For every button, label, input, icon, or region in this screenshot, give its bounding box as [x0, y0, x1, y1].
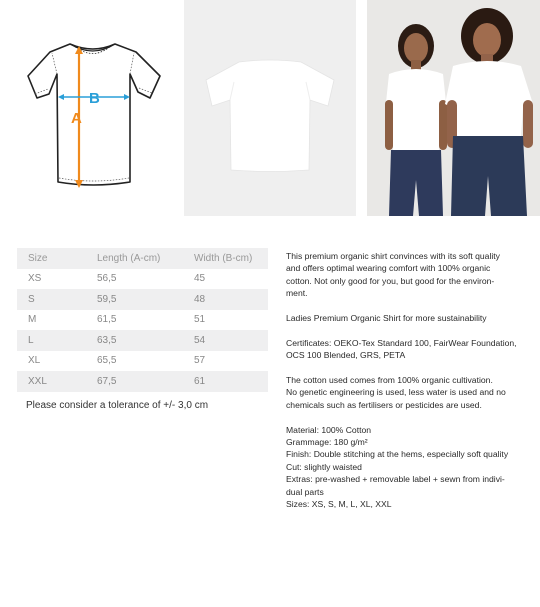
product-description	[286, 250, 520, 523]
header-length: Length (A-cm)	[97, 252, 161, 264]
spec-line: Sizes: XS, S, M, L, XL, XXL	[286, 499, 392, 510]
tshirt-outline-icon	[0, 0, 180, 216]
cell-size: XS	[28, 273, 42, 285]
table-row	[17, 310, 268, 331]
label-b: B	[89, 90, 100, 107]
table-row	[17, 289, 268, 310]
text-line: cotton. Not only good for you, but good for the environ-	[286, 275, 495, 286]
spec-line: Cut: slightly waisted	[286, 461, 362, 472]
intro-paragraph	[286, 250, 520, 300]
spec-line: Extras: pre-washed + removable label + sewn from indivi-	[286, 474, 505, 485]
cell-length: 63,5	[97, 334, 117, 346]
cell-length: 61,5	[97, 314, 117, 326]
cell-width: 45	[194, 273, 206, 285]
cell-width: 54	[194, 334, 206, 346]
product-title-paragraph	[286, 312, 520, 324]
specs-paragraph	[286, 424, 520, 511]
table-row	[17, 269, 268, 290]
spec-line: dual parts	[286, 486, 324, 497]
text-line: ment.	[286, 288, 308, 299]
spec-line: Grammage: 180 g/m²	[286, 437, 368, 448]
cell-size: L	[28, 334, 34, 346]
text-line: Certificates: OEKO-Tex Standard 100, FairWear Foundation,	[286, 337, 517, 348]
spec-line: Material: 100% Cotton	[286, 424, 372, 435]
table-row	[17, 351, 268, 372]
text-line: and offers optimal wearing comfort with 100% organic	[286, 263, 491, 274]
cell-length: 65,5	[97, 355, 117, 367]
header-size: Size	[28, 252, 48, 264]
text-line: chemicals such as fertilisers or pesticides are used.	[286, 399, 482, 410]
certificates-paragraph	[286, 337, 520, 362]
text-line: This premium organic shirt convinces with its soft quality	[286, 251, 500, 261]
cell-length: 67,5	[97, 375, 117, 387]
cell-length: 56,5	[97, 273, 117, 285]
table-row	[17, 330, 268, 351]
measurement-diagram	[0, 0, 180, 216]
models-photo	[367, 0, 540, 216]
label-a: A	[71, 110, 82, 127]
tolerance-note: Please consider a tolerance of +/- 3,0 cm	[26, 400, 209, 411]
cell-size: XXL	[28, 375, 47, 387]
spec-line: Finish: Double stitching at the hems, especially soft quality	[286, 449, 509, 460]
cell-width: 57	[194, 355, 206, 367]
text-line: The cotton used comes from 100% organic cultivation.	[286, 375, 493, 386]
size-table	[17, 248, 268, 392]
cell-size: M	[28, 314, 37, 326]
cell-width: 48	[194, 293, 206, 305]
cotton-paragraph	[286, 374, 520, 411]
product-title: Ladies Premium Organic Shirt for more sustainability	[286, 313, 487, 324]
cell-size: XL	[28, 355, 41, 367]
shirt-back-image	[184, 0, 356, 216]
cell-width: 61	[194, 375, 206, 387]
header-width: Width (B-cm)	[194, 252, 253, 264]
table-row	[17, 371, 268, 392]
table-header-row	[17, 248, 268, 269]
cell-length: 59,5	[97, 293, 117, 305]
cell-width: 51	[194, 314, 206, 326]
text-line: OCS 100 Blended, GRS, PETA	[286, 350, 406, 361]
text-line: No genetic engineering is used, less water is used and no	[286, 387, 506, 398]
cell-size: S	[28, 293, 35, 305]
